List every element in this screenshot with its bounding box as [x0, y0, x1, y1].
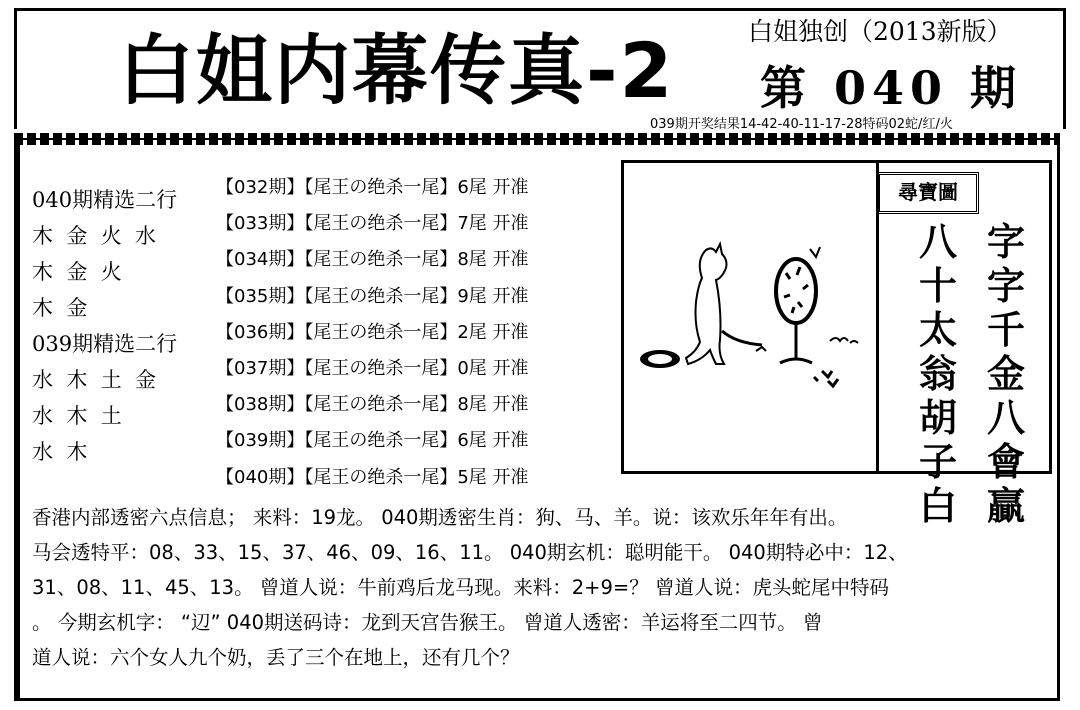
period-row: 【032期】【尾王の绝杀一尾】6尾 开准: [216, 177, 529, 198]
page-title: 白姐内幕传真-2: [118, 26, 675, 115]
hoof-marks: [814, 371, 838, 386]
period-row: 【038期】【尾王の绝杀一尾】8尾 开准: [216, 394, 529, 416]
period-list: [216, 170, 529, 496]
treasure-label: 尋寶圖: [877, 172, 979, 214]
mirror-frame: [776, 259, 816, 323]
kangaroo-tail: [722, 331, 762, 345]
period-row: 【039期】【尾王の绝杀一尾】6尾 开准: [216, 430, 529, 452]
info-line: 香港内部透密六点信息； 来料：19龙。 040期透密生肖：狗、马、羊。说：该欢乐年年有出。: [32, 506, 848, 529]
picks-line: 039期精选二行: [32, 332, 178, 356]
info-line: 道人说：六个女人九个奶，丢了三个在地上，还有几个？: [32, 646, 520, 669]
previous-result: 039期开奖结果14-42-40-11-17-28特码02蛇/红/火: [650, 117, 953, 132]
element-picks: [32, 182, 177, 470]
period-row: 【034期】【尾王の绝杀一尾】8尾 开准: [216, 249, 529, 271]
info-paragraph: [32, 500, 1042, 675]
bird-mark: [810, 247, 820, 257]
info-line: 31、08、11、45、13。 曾道人说：牛前鸡后龙马现。来料：2+9=？ 曾道人说：虎头蛇尾中特码: [32, 576, 889, 599]
period-row: 【033期】【尾王の绝杀一尾】7尾 开准: [216, 213, 529, 235]
info-line: 。 今期玄机字： “辺” 040期送码诗：龙到天宫告猴王。 曾道人透密：羊运将至二四节。 曾: [32, 611, 823, 634]
small-mark: [756, 347, 766, 351]
picks-line: 水 木 土 金: [32, 368, 157, 392]
kangaroo-shape: [686, 244, 727, 364]
picks-line: 040期精选二行: [32, 188, 178, 212]
period-row: 【036期】【尾王の绝杀一尾】2尾 开准: [216, 321, 529, 343]
picks-line: 木 金 火 水: [32, 224, 157, 248]
period-row: 【035期】【尾王の绝杀一尾】9尾 开准: [216, 285, 529, 307]
info-line: 马会透特平：08、33、15、37、46、09、16、11。 040期玄机：聪明能干。 040期特必中：12、: [32, 541, 908, 564]
mirror-marks: [784, 267, 808, 313]
picks-line: 木 金: [32, 296, 88, 320]
mirror-base: [780, 359, 812, 363]
verse-column-1: 字字千金八會贏: [986, 219, 1025, 528]
period-row: 【040期】【尾王の绝杀一尾】5尾 开准: [216, 466, 529, 488]
picks-line: 水 木: [32, 440, 88, 464]
rock-highlight: [648, 354, 672, 364]
verse-column-2: 八十太翁胡子白: [918, 219, 957, 528]
period-row: 【037期】【尾王の绝杀一尾】0尾 开准: [216, 357, 529, 379]
picks-line: 木 金 火: [32, 260, 122, 284]
butterfly-marks: [830, 338, 858, 343]
issue-number: 第 040 期: [760, 61, 1023, 115]
kangaroo-mirror-illustration: [624, 163, 874, 463]
edition-label: 白姐独创（2013新版）: [748, 17, 1012, 46]
divider-line: [14, 138, 1060, 140]
picks-line: 水 木 土: [32, 404, 122, 428]
